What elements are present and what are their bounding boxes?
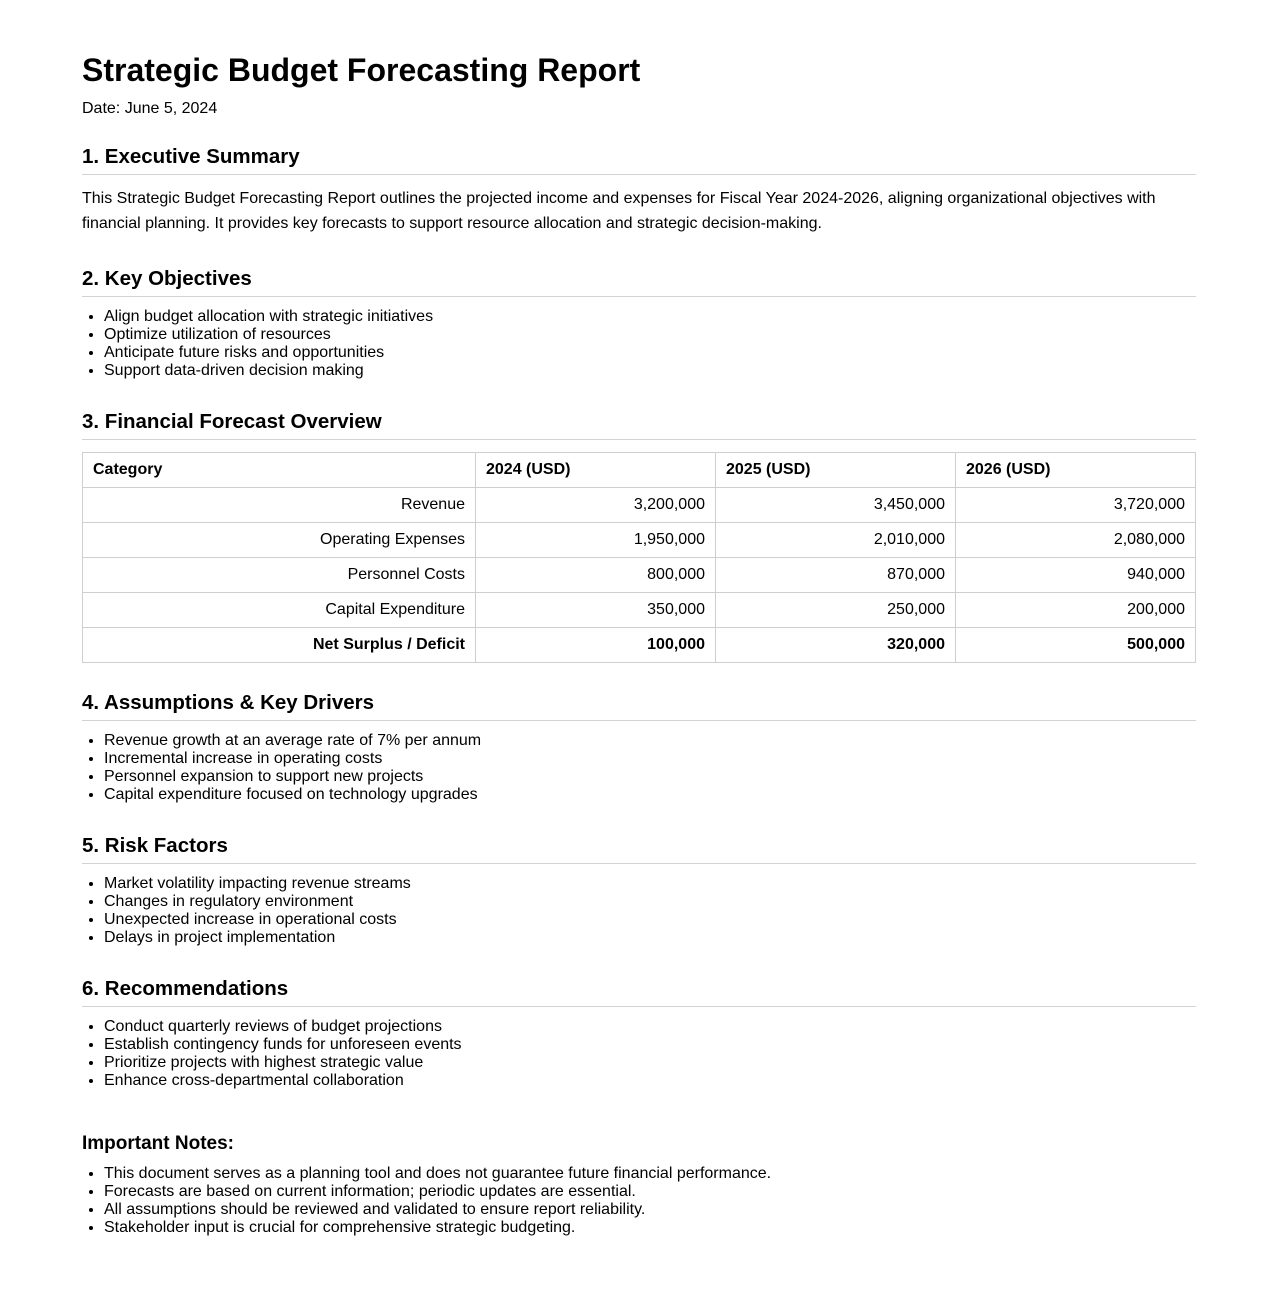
list-item: • Stakeholder input is crucial for comprehensive strategic budgeting.	[104, 1219, 1196, 1237]
table-row	[83, 558, 1196, 593]
list-item: • Optimize utilization of resources	[104, 326, 1196, 344]
column-header: 2025 (USD)	[716, 453, 956, 488]
list-item: • Incremental increase in operating costs	[104, 750, 1196, 768]
table-row	[83, 593, 1196, 628]
list-item: • Enhance cross-departmental collaboration	[104, 1072, 1196, 1090]
section-heading: 3. Financial Forecast Overview	[82, 409, 1196, 440]
notes-list	[82, 1165, 1196, 1237]
page-title: Strategic Budget Forecasting Report	[82, 52, 641, 88]
section-heading: 5. Risk Factors	[82, 833, 1196, 864]
list-item: • Market volatility impacting revenue streams	[104, 875, 1196, 893]
key-objectives-section	[82, 266, 1196, 380]
table-cell: Net Surplus / Deficit	[83, 628, 476, 663]
list-item: • Conduct quarterly reviews of budget projections	[104, 1018, 1196, 1036]
list-item: • Prioritize projects with highest strategic value	[104, 1054, 1196, 1072]
table-cell: 320,000	[716, 628, 956, 663]
risk-factors-section	[82, 833, 1196, 947]
table-cell: 2,080,000	[956, 523, 1196, 558]
list-item: • Delays in project implementation	[104, 929, 1196, 947]
report-date: Date: June 5, 2024	[82, 100, 218, 117]
section-heading: 6. Recommendations	[82, 976, 1196, 1007]
table-cell: 800,000	[476, 558, 716, 593]
notes-title: Important Notes:	[82, 1133, 234, 1154]
list-item: • Forecasts are based on current information; periodic updates are essential.	[104, 1183, 1196, 1201]
recommendations-section	[82, 976, 1196, 1090]
table-cell: 500,000	[956, 628, 1196, 663]
list-item: • Support data-driven decision making	[104, 362, 1196, 380]
forecast-table	[82, 452, 1196, 663]
table-cell: 940,000	[956, 558, 1196, 593]
column-header: 2024 (USD)	[476, 453, 716, 488]
list-item: • Align budget allocation with strategic initiatives	[104, 308, 1196, 326]
column-header: 2026 (USD)	[956, 453, 1196, 488]
table-cell: 3,450,000	[716, 488, 956, 523]
list-item: • Establish contingency funds for unforeseen events	[104, 1036, 1196, 1054]
column-header: Category	[83, 453, 476, 488]
table-cell: Operating Expenses	[83, 523, 476, 558]
section-heading: 4. Assumptions & Key Drivers	[82, 690, 1196, 721]
report-page	[82, 48, 1196, 1237]
key-objectives-list	[82, 308, 1196, 380]
table-header-row	[83, 453, 1196, 488]
recommendations-list	[82, 1018, 1196, 1090]
executive-summary-section	[82, 144, 1196, 236]
assumptions-list	[82, 732, 1196, 804]
table-total-row	[83, 628, 1196, 663]
important-notes-section	[82, 1131, 1196, 1237]
table-cell: Personnel Costs	[83, 558, 476, 593]
table-cell: 3,200,000	[476, 488, 716, 523]
table-cell: 1,950,000	[476, 523, 716, 558]
list-item: • Changes in regulatory environment	[104, 893, 1196, 911]
section-heading: 2. Key Objectives	[82, 266, 1196, 297]
list-item: • Capital expenditure focused on technology upgrades	[104, 786, 1196, 804]
list-item: • All assumptions should be reviewed and validated to ensure report reliability.	[104, 1201, 1196, 1219]
table-row	[83, 488, 1196, 523]
table-cell: 870,000	[716, 558, 956, 593]
table-cell: Revenue	[83, 488, 476, 523]
table-cell: 200,000	[956, 593, 1196, 628]
list-item: • Personnel expansion to support new projects	[104, 768, 1196, 786]
list-item: • This document serves as a planning tool and does not guarantee future financial performance.	[104, 1165, 1196, 1183]
table-cell: Capital Expenditure	[83, 593, 476, 628]
table-cell: 2,010,000	[716, 523, 956, 558]
risk-factors-list	[82, 875, 1196, 947]
assumptions-section	[82, 690, 1196, 804]
table-cell: 100,000	[476, 628, 716, 663]
executive-summary-text: This Strategic Budget Forecasting Report outlines the projected income and expenses for Fiscal Year 2024-2026, aligning organizational objectives with financial planning. It provides key forecasts to support resource allocation and strategic decision-making.	[82, 190, 1156, 232]
table-cell: 250,000	[716, 593, 956, 628]
table-cell: 3,720,000	[956, 488, 1196, 523]
financial-forecast-section	[82, 409, 1196, 663]
list-item: • Revenue growth at an average rate of 7% per annum	[104, 732, 1196, 750]
table-row	[83, 523, 1196, 558]
list-item: • Anticipate future risks and opportunities	[104, 344, 1196, 362]
table-cell: 350,000	[476, 593, 716, 628]
section-heading: 1. Executive Summary	[82, 144, 1196, 175]
list-item: • Unexpected increase in operational costs	[104, 911, 1196, 929]
